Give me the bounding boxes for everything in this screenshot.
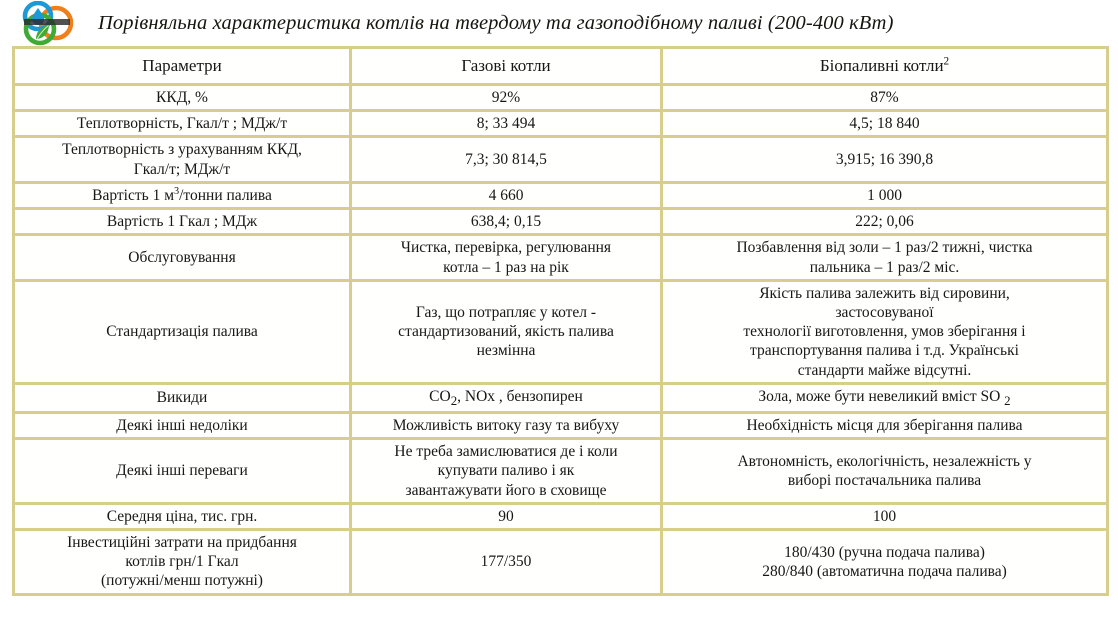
page-header: [0, 0, 1118, 46]
row-parameter-fuel-standardization: Стандартизація палива: [14, 280, 351, 383]
comparison-table-container: [0, 46, 1118, 596]
param-line: Гкал/т; МДж/т: [133, 160, 231, 178]
so2-subscript: 2: [1004, 392, 1011, 408]
cell-line: стандарти майже відсутні.: [797, 361, 972, 379]
cell-text: Зола, може бути невеликий вміст SO: [758, 387, 1005, 405]
table-row: [14, 235, 1108, 280]
param-line: Теплотворність з урахуванням ККД,: [62, 141, 302, 159]
table-row: [14, 383, 1108, 412]
cell-line: Не треба замислюватися де і коли: [394, 443, 618, 461]
table-row: [14, 280, 1108, 383]
cell-line: застосовуваної: [835, 303, 934, 321]
row-parameter-emissions: Викиди: [14, 383, 351, 412]
cell-line: стандартизований, якість палива: [398, 323, 614, 341]
cell-bio-gcal-cost: 222; 0,06: [662, 209, 1108, 235]
row-parameter-investment-costs: [14, 530, 351, 595]
column-header-parameter: Параметри: [14, 48, 351, 85]
cell-bio-calorific-value: 4,5; 18 840: [662, 111, 1108, 137]
cell-gas-gcal-cost: 638,4; 0,15: [351, 209, 662, 235]
cell-line: Автономність, екологічність, незалежність у: [737, 452, 1032, 470]
param-line: (потужні/менш потужні): [101, 572, 263, 590]
cell-line: Чистка, перевірка, регулювання: [400, 239, 612, 257]
table-header: [14, 48, 1108, 85]
cell-bio-other-disadvantages: Необхідність місця для зберігання палива: [662, 412, 1108, 438]
column-header-gas-boilers: Газові котли: [351, 48, 662, 85]
cell-line: 280/840 (автоматична подача палива): [762, 562, 1007, 580]
column-header-biofuel-boilers: [662, 48, 1108, 85]
param-line: Інвестиційні затрати на придбання: [67, 534, 297, 552]
cell-line: технології виготовлення, умов зберігання і: [743, 323, 1026, 341]
row-parameter-calorific-with-efficiency: [14, 137, 351, 182]
page-title: Порівняльна характеристика котлів на твердому та газоподібному паливі (200-400 кВт): [98, 11, 894, 34]
cell-bio-calorific-with-efficiency: 3,915; 16 390,8: [662, 137, 1108, 182]
param-text: /тонни палива: [179, 186, 272, 204]
row-parameter-other-advantages: Деякі інші переваги: [14, 439, 351, 504]
cell-gas-other-advantages: [351, 439, 662, 504]
cell-bio-efficiency: 87%: [662, 85, 1108, 111]
cell-bio-other-advantages: [662, 439, 1108, 504]
cell-gas-efficiency: 92%: [351, 85, 662, 111]
cell-line: незмінна: [476, 342, 536, 360]
column-header-biofuel-boilers-label: Біопаливні котли: [819, 56, 944, 76]
table-header-row: [14, 48, 1108, 85]
row-parameter-other-disadvantages: Деякі інші недоліки: [14, 412, 351, 438]
comparison-table: [12, 46, 1109, 596]
table-row: [14, 182, 1108, 208]
row-parameter-average-price: Середня ціна, тис. грн.: [14, 503, 351, 529]
cell-text: CO: [429, 387, 451, 405]
cell-line: купувати паливо і як: [437, 462, 575, 480]
cell-gas-emissions: [351, 383, 662, 412]
cell-line: 180/430 (ручна подача палива): [784, 543, 985, 561]
cell-line: Газ, що потрапляє у котел -: [415, 303, 597, 321]
cell-text: , NOx , бензопирен: [457, 387, 583, 405]
table-row: [14, 412, 1108, 438]
cell-bio-maintenance: [662, 235, 1108, 280]
cell-bio-emissions: [662, 383, 1108, 412]
table-row: [14, 503, 1108, 529]
cell-gas-other-disadvantages: Можливість витоку газу та вибуху: [351, 412, 662, 438]
cell-bio-investment-costs: [662, 530, 1108, 595]
table-row: [14, 111, 1108, 137]
cell-gas-investment-costs: 177/350: [351, 530, 662, 595]
eco-energy-logo: [16, 1, 78, 46]
table-row: [14, 209, 1108, 235]
cell-line: Якість палива залежить від сировини,: [759, 284, 1010, 302]
cell-gas-maintenance: [351, 235, 662, 280]
cell-bio-fuel-standardization: [662, 280, 1108, 383]
param-text: Вартість 1 м: [92, 186, 175, 204]
table-row: [14, 137, 1108, 182]
cell-gas-average-price: 90: [351, 503, 662, 529]
table-row: [14, 85, 1108, 111]
row-parameter-fuel-unit-cost: [14, 182, 351, 208]
param-line: котлів грн/1 Гкал: [125, 553, 239, 571]
cell-line: пальника – 1 раз/2 міс.: [809, 258, 960, 276]
cubic-superscript: 3: [174, 185, 180, 197]
row-parameter-calorific-value: Теплотворність, Гкал/т ; МДж/т: [14, 111, 351, 137]
table-row: [14, 439, 1108, 504]
column-header-biofuel-footnote-marker: 2: [943, 55, 950, 68]
row-parameter-efficiency: ККД, %: [14, 85, 351, 111]
cell-gas-calorific-value: 8; 33 494: [351, 111, 662, 137]
table-body: [14, 85, 1108, 595]
cell-gas-fuel-unit-cost: 4 660: [351, 182, 662, 208]
row-parameter-gcal-cost: Вартість 1 Гкал ; МДж: [14, 209, 351, 235]
table-row: [14, 530, 1108, 595]
row-parameter-maintenance: Обслуговування: [14, 235, 351, 280]
cell-line: Позбавлення від золи – 1 раз/2 тижні, чистка: [736, 239, 1033, 257]
cell-bio-fuel-unit-cost: 1 000: [662, 182, 1108, 208]
cell-line: котла – 1 раз на рік: [443, 258, 569, 276]
cell-gas-fuel-standardization: [351, 280, 662, 383]
cell-gas-calorific-with-efficiency: 7,3; 30 814,5: [351, 137, 662, 182]
cell-bio-average-price: 100: [662, 503, 1108, 529]
cell-line: транспортування палива і т.д. Українські: [750, 342, 1019, 360]
cell-line: виборі постачальника палива: [787, 472, 982, 489]
co2-subscript: 2: [450, 392, 458, 408]
cell-line: завантажувати його в сховище: [405, 481, 607, 499]
